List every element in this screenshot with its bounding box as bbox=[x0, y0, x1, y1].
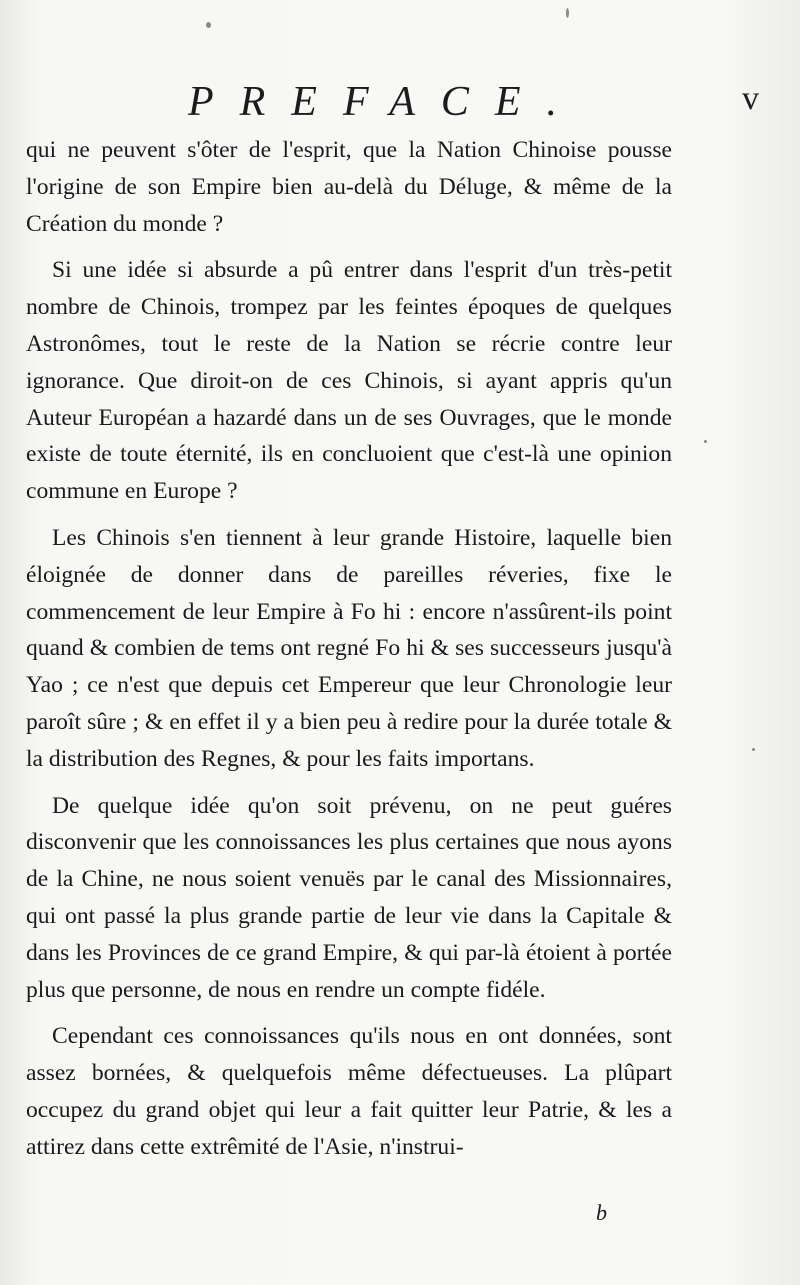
paragraph: Si une idée si absurde a pû entrer dans l'esprit d'un très-petit nombre de Chinois, trompez par les feintes époques de quelques Astronômes, tout le reste de la Nation se récrie contre leur ignorance. Que diroit-on de ces Chinois, si ayant appris qu'un Auteur Européan a hazardé dans un de ses Ouvrages, que le monde existe de toute éternité, ils en concluoient que c'est-là une opinion commune en Europe ? bbox=[26, 257, 672, 505]
running-title: PREFACE. bbox=[188, 79, 584, 125]
paragraph: qui ne peuvent s'ôter de l'esprit, que la Nation Chinoise pousse l'origine de son Empire bien au-delà du Déluge, & même de la Création du monde ? bbox=[26, 137, 672, 237]
paragraph: Cependant ces connoissances qu'ils nous en ont données, sont assez bornées, & quelquefois même défectueuses. La plûpart occupez du grand objet qui leur a fait quitter leur Patrie, & les a attirez dans cette extrêmité de l'Asie, n'instrui- bbox=[26, 1023, 672, 1160]
body-text bbox=[26, 132, 672, 1166]
paragraph: Les Chinois s'en tiennent à leur grande Histoire, laquelle bien éloignée de donner dans de pareilles réveries, fixe le commencement de leur Empire à Fo hi : encore n'assûrent-ils point quand & combien de tems ont regné Fo hi & ses successeurs jusqu'à Yao ; ce n'est que depuis cet Empereur que leur Chronologie leur paroît sûre ; & en effet il y a bien peu à redire pour la durée totale & la distribution des Regnes, & pour les faits importans. bbox=[26, 524, 672, 772]
running-head bbox=[0, 78, 800, 138]
ink-speck bbox=[704, 440, 707, 443]
ink-speck bbox=[206, 22, 211, 28]
paragraph: De quelque idée qu'on soit prévenu, on ne peut guéres disconvenir que les connoissances les plus certaines que nous ayons de la Chine, ne nous soient venuës par le canal des Missionnaires, qui ont passé la plus grande partie de leur vie dans la Capitale & dans les Provinces de ce grand Empire, & qui par-là étoient à portée plus que personne, de nous en rendre un compte fidéle. bbox=[26, 792, 672, 1003]
signature-mark: b bbox=[596, 1200, 607, 1225]
ink-speck bbox=[566, 8, 569, 18]
ink-speck bbox=[752, 748, 755, 751]
page-number: v bbox=[742, 80, 759, 117]
